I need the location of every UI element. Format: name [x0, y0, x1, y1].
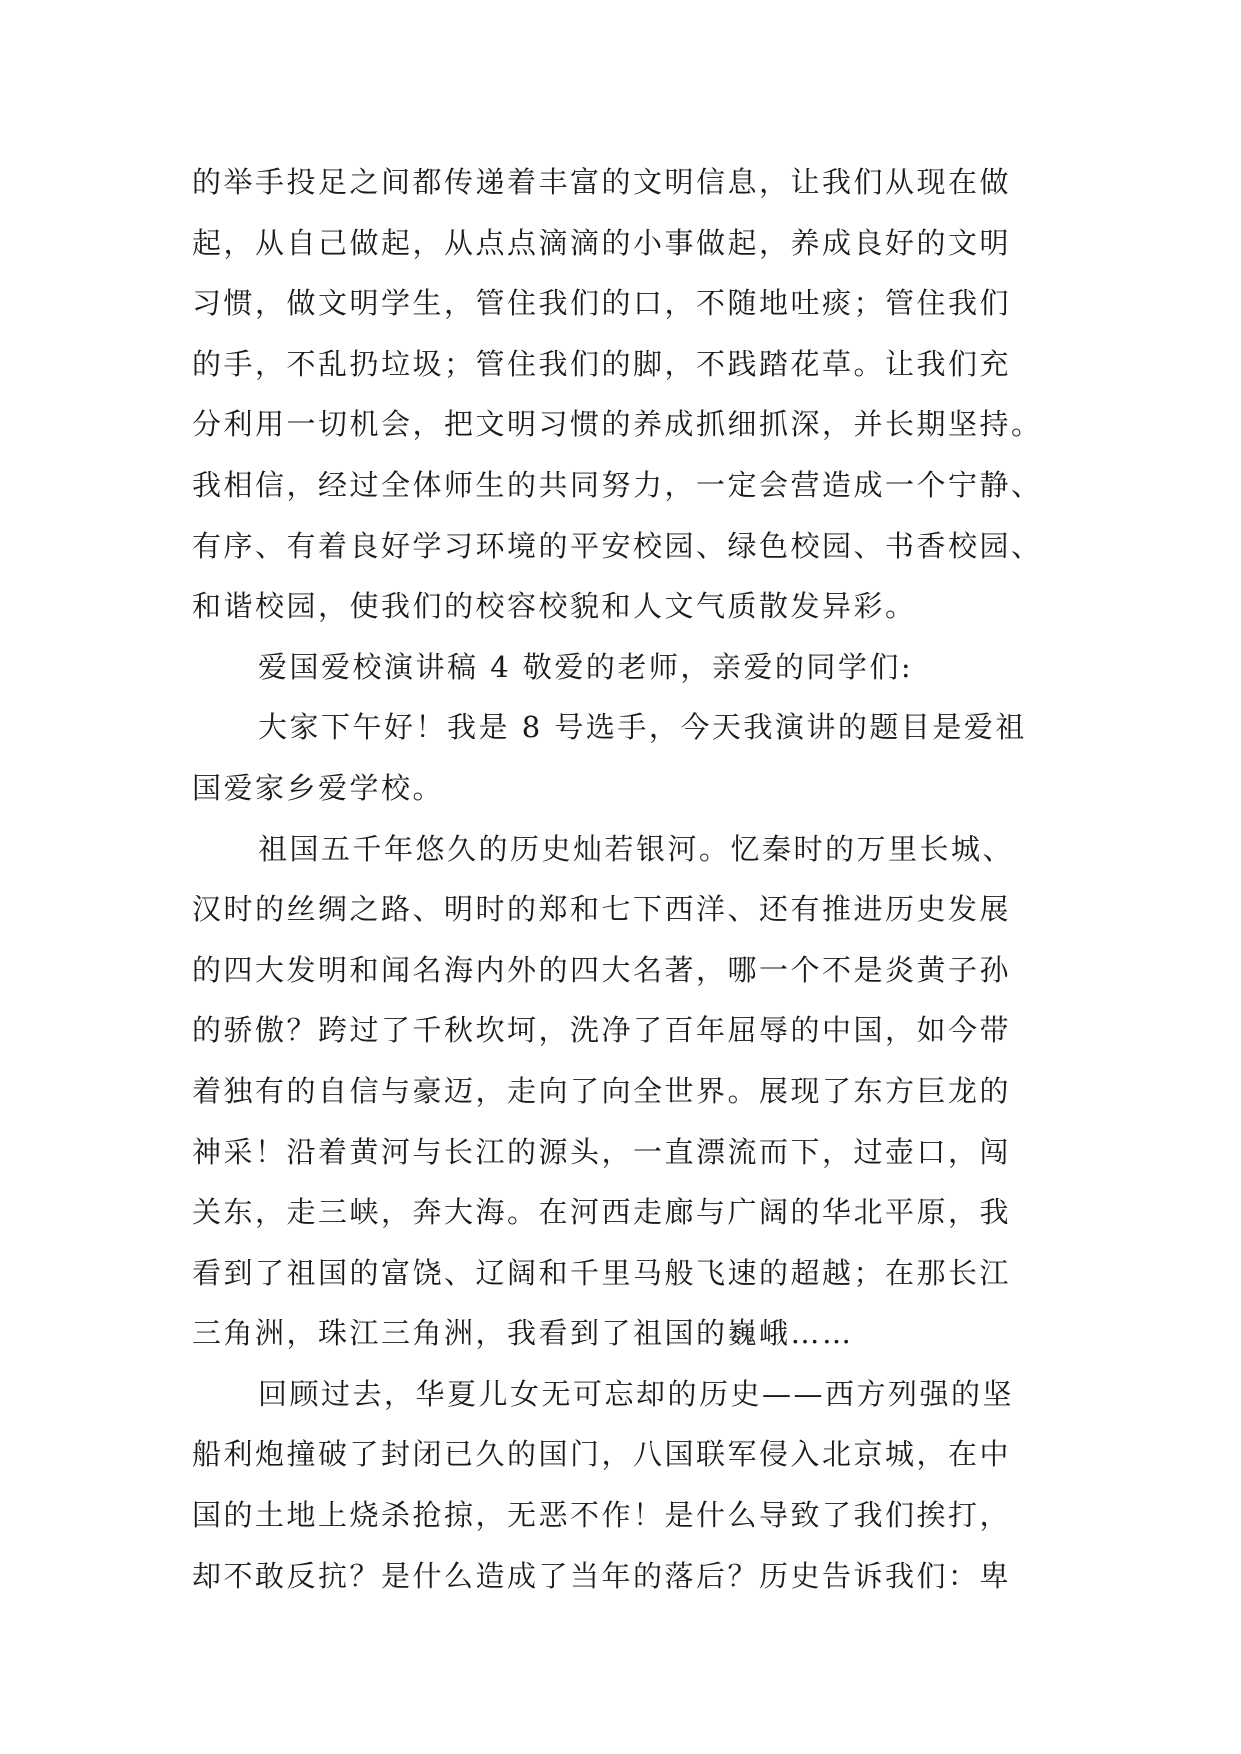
text-line: 船利炮撞破了封闭已久的国门，八国联军侵入北京城，在中: [192, 1437, 1012, 1472]
text-line: 分利用一切机会，把文明习惯的养成抓细抓深，并长期坚持。: [192, 407, 1043, 442]
text-line: 着独有的自信与豪迈，走向了向全世界。展现了东方巨龙的: [192, 1073, 1012, 1108]
text-line: 神采！沿着黄河与长江的源头，一直漂流而下，过壶口，闯: [192, 1134, 1012, 1169]
text-line: 的四大发明和闻名海内外的四大名著，哪一个不是炎黄子孙: [192, 952, 1012, 987]
text-line: 爱国爱校演讲稿 4 敬爱的老师，亲爱的同学们:: [258, 649, 914, 684]
text-line: 习惯，做文明学生，管住我们的口，不随地吐痰；管住我们: [192, 286, 1012, 321]
text-line: 三角洲，珠江三角洲，我看到了祖国的巍峨……: [192, 1316, 854, 1351]
text-line: 却不敢反抗？是什么造成了当年的落后？历史告诉我们：卑: [192, 1558, 1012, 1593]
text-line: 大家下午好！我是 8 号选手，今天我演讲的题目是爱祖: [258, 710, 1027, 745]
text-line: 的骄傲？跨过了千秋坎坷，洗净了百年屈辱的中国，如今带: [192, 1013, 1012, 1048]
text-line: 的手，不乱扔垃圾；管住我们的脚，不践踏花草。让我们充: [192, 346, 1012, 381]
text-line: 汉时的丝绸之路、明时的郑和七下西洋、还有推进历史发展: [192, 892, 1012, 927]
text-line: 起，从自己做起，从点点滴滴的小事做起，养成良好的文明: [192, 225, 1012, 260]
text-line: 的举手投足之间都传递着丰富的文明信息，让我们从现在做: [192, 165, 1012, 199]
text-line: 国的土地上烧杀抢掠，无恶不作！是什么导致了我们挨打，: [192, 1498, 1012, 1533]
text-line: 有序、有着良好学习环境的平安校园、绿色校园、书香校园、: [192, 528, 1043, 563]
body-text: [192, 152, 1052, 1606]
text-line: 看到了祖国的富饶、辽阔和千里马般飞速的超越；在那长江: [192, 1255, 1012, 1290]
text-line: 我相信，经过全体师生的共同努力，一定会营造成一个宁静、: [192, 467, 1043, 502]
text-line: 关东，走三峡，奔大海。在河西走廊与广阔的华北平原，我: [192, 1195, 1012, 1230]
text-line: 祖国五千年悠久的历史灿若银河。忆秦时的万里长城、: [258, 831, 1015, 866]
text-line: 国爱家乡爱学校。: [192, 770, 445, 805]
text-line: 和谐校园，使我们的校容校貌和人文气质散发异彩。: [192, 589, 917, 624]
text-line: 回顾过去，华夏儿女无可忘却的历史——西方列强的坚: [258, 1376, 1015, 1411]
